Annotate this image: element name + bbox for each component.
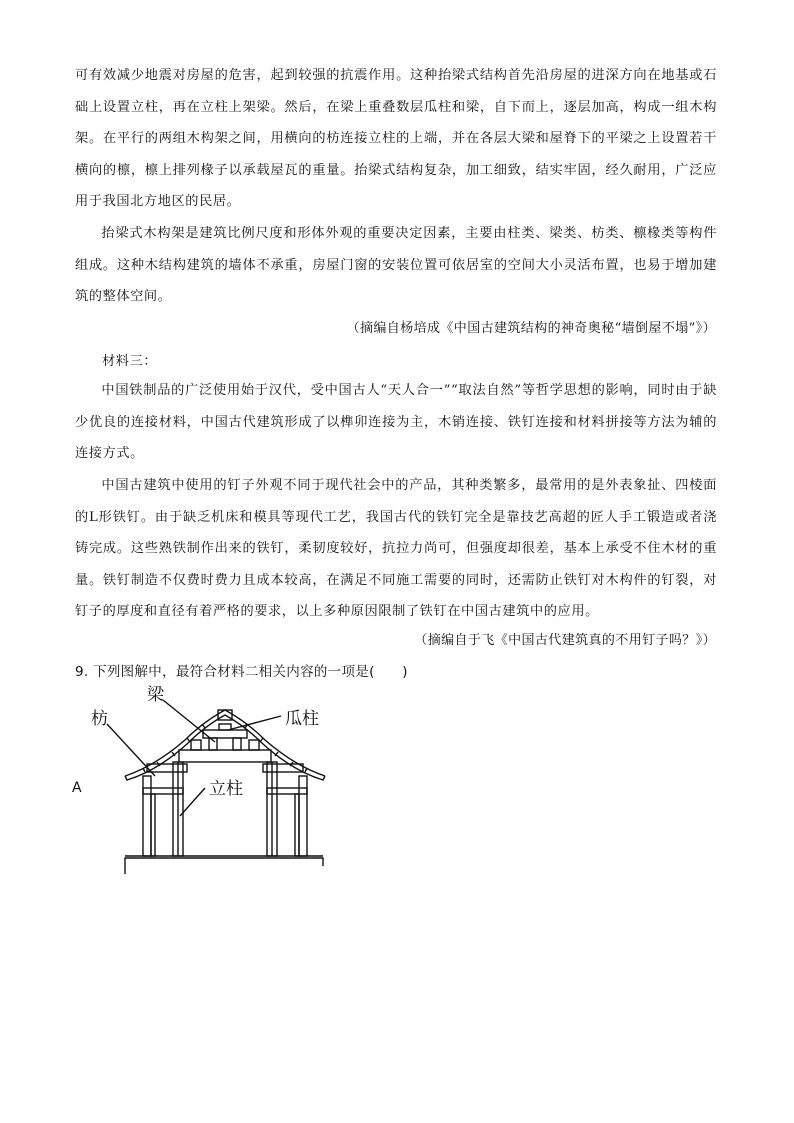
- tie-beam-right: [267, 788, 307, 794]
- main-beam: [179, 750, 271, 762]
- label-lizhu: 立柱: [209, 779, 243, 799]
- option-a-label: A: [72, 780, 82, 796]
- platform-base: [125, 858, 323, 874]
- timber-frame-diagram: [85, 684, 345, 879]
- source-citation-2: （摘编自于飞《中国古代建筑真的不用钉子吗？》）: [414, 633, 716, 648]
- paragraph-structure: 可有效减少地震对房屋的危害，起到较强的抗震作用。这种抬梁式结构首先沿房屋的进深方向在地基或石础上设置立柱，再在立柱上架梁。然后，在梁上重叠数层瓜柱和梁，自下而上，逐层加高，构成一组木构架。在平行的两组木构架之间，用横向的枋连接立柱的上端，并在各层大梁和屋脊下的平梁之上设置若干横向的檩，檩上排列椽子以承载屋瓦的重量。抬梁式结构复杂，加工细致，结实牢固，经久耐用，广泛应用于我国北方地区的民居。: [75, 68, 717, 209]
- label-fang: 枋: [91, 709, 108, 729]
- paragraph-iron: 中国铁制品的广泛使用始于汉代，受中国古人“天人合一”“取法自然”等哲学思想的影响，同时由于缺少优良的连接材料，中国古代建筑形成了以榫卯连接为主，木销连接、铁钉连接和材料拼接等方法为辅的连接方式。: [75, 383, 717, 461]
- tie-beam-left: [143, 788, 183, 794]
- paragraph-frame: 抬梁式木构架是建筑比例尺度和形体外观的重要决定因素，主要由柱类、梁类、枋类、檩椽类等构件组成。这种木结构建筑的墙体不承重，房屋门窗的安装位置可依居室的空间大小灵活布置，也易于增加建筑的整体空间。: [75, 226, 717, 304]
- label-liang: 梁: [147, 685, 164, 705]
- source-citation-1: （摘编自杨培成《中国古建筑结构的神奇奥秘“墙倒屋不塌”》）: [346, 321, 716, 336]
- material-three-label: 材料三：: [102, 354, 158, 369]
- label-guazhu: 瓜柱: [285, 709, 319, 729]
- question-9: 9. 下列图解中，最符合材料二相关内容的一项是( ): [75, 664, 408, 680]
- paragraph-nails: 中国古建筑中使用的钉子外观不同于现代社会中的产品，其种类繁多，最常用的是外表象扯、四棱面的L形铁钉。由于缺乏机床和模具等现代工艺，我国古代的铁钉完全是靠技艺高超的匠人手工锻造或者浇铸完成。这些熟铁制作出来的铁钉，柔韧度较好，抗拉力尚可，但强度却很差，基本上承受不住木材的重量。铁钉制造不仅费时费力且成本较高，在满足不同施工需要的同时，还需防止铁钉对木构件的钉裂，对钉子的厚度和直径有着严格的要求，以上多种原因限制了铁钉在中国古建筑中的应用。: [75, 478, 717, 619]
